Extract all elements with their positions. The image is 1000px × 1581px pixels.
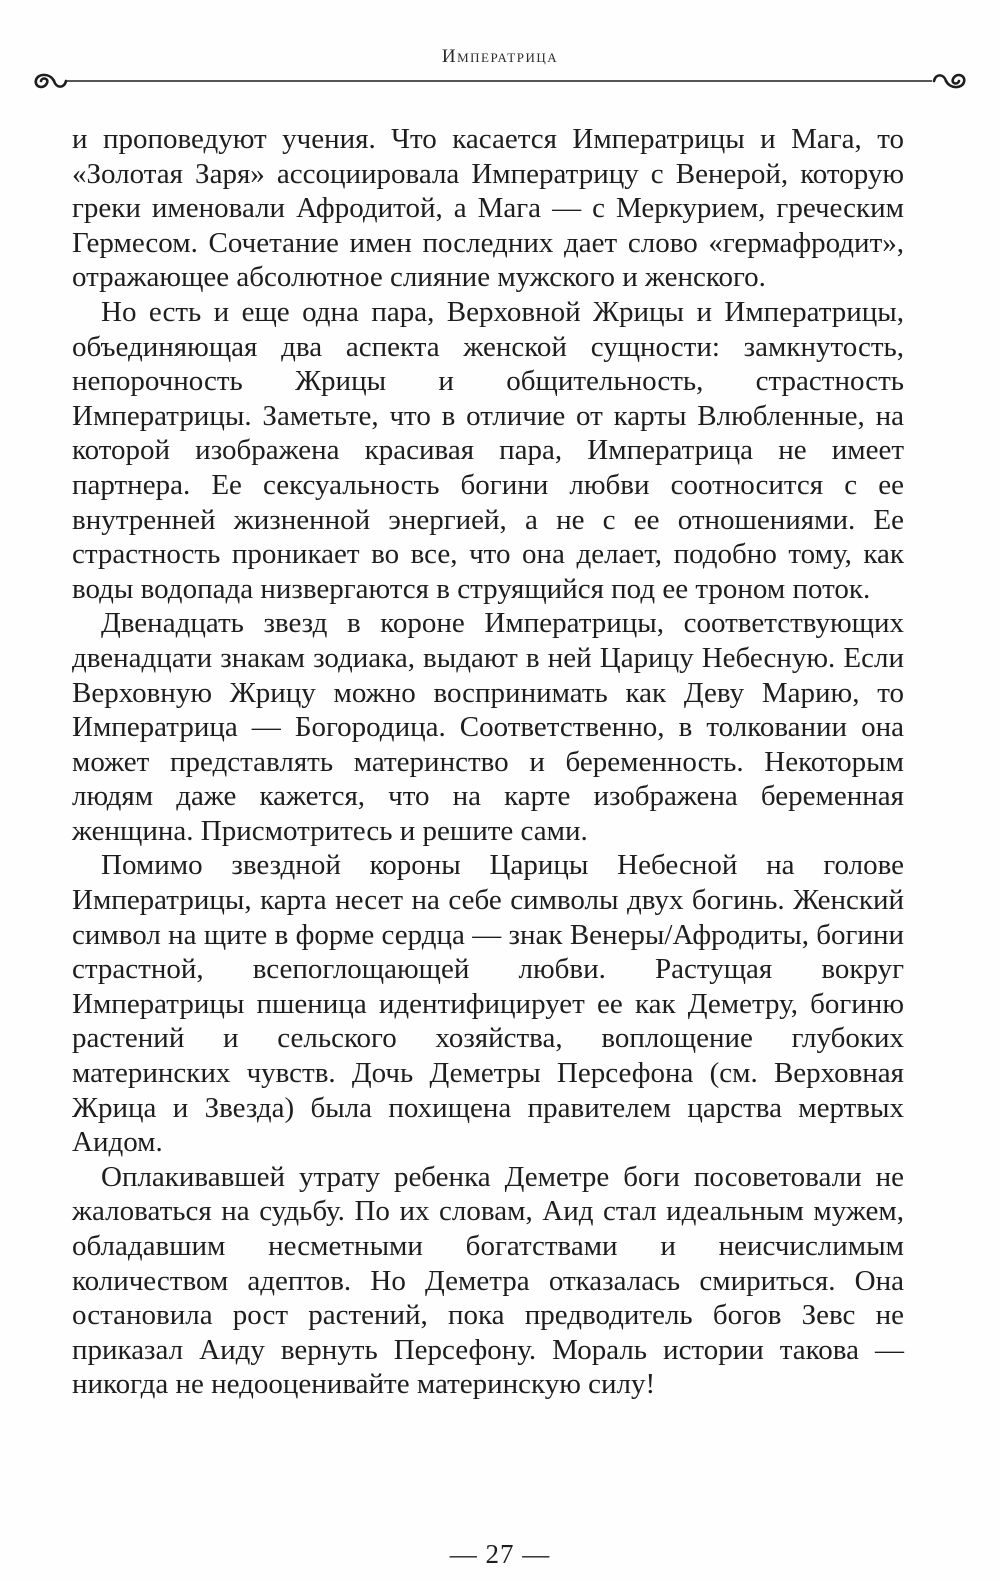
- ornamental-rule: [28, 66, 972, 96]
- paragraph: Помимо звездной короны Царицы Небесной на голове Императрицы, карта несет на себе символы двух богинь. Женский символ на щите в форме сердца — знак Венеры/Афродиты, богини страстной, всепоглощающей любви. Растущая вокруг Императрицы пшеница идентифицирует ее как Деметру, богиню растений и сельского хозяйства, воплощение глубоких материнских чувств. Дочь Деметры Персефона (см. Верховная Жрица и Звезда) была похищена правителем царства мертвых Аидом.: [72, 849, 904, 1159]
- paragraph: Но есть и еще одна пара, Верховной Жрицы и Императрицы, объединяющая два аспекта женской сущности: замкнутость, непорочность Жрицы и общительность, страстность Императрицы. Заметьте, что в отличие от карты Влюбленные, на которой изображена красивая пара, Императрица не имеет партнера. Ее сексуальность богини любви соотносится с ее внутренней жизненной энергией, а не с ее отношениями. Ее страстность проникает во все, что она делает, подобно тому, как воды водопада низвергаются в струящийся под ее троном поток.: [72, 295, 904, 605]
- paragraph: Оплакивавшей утрату ребенка Деметре боги посоветовали не жаловаться на судьбу. По их словам, Аид стал идеальным мужем, обладавшим несметными богатствами и неисчислимым количеством адептов. Но Деметра отказалась смириться. Она остановила рост растений, пока предводитель богов Зевс не приказал Аиду вернуть Персефону. Мораль истории такова — никогда не недооценивайте материнскую силу!: [72, 1160, 904, 1401]
- left-flourish-icon: [36, 75, 66, 87]
- page-number: — 27 —: [449, 1539, 551, 1569]
- right-flourish-icon: [934, 75, 964, 87]
- running-head-title: Императрица: [441, 46, 559, 67]
- paragraph: и проповедуют учения. Что касается Императрицы и Мага, то «Золотая Заря» ассоциировала Императрицу с Венерой, которую греки именовали Афродитой, а Мага — с Меркурием, греческим Гермесом. Сочетание имен последних дает слово «гермафродит», отражающее абсолютное слияние мужского и женского.: [72, 123, 904, 294]
- paragraph: Двенадцать звезд в короне Императрицы, соответствующих двенадцати знакам зодиака, выдают в ней Царицу Небесную. Если Верховную Жрицу можно воспринимать как Деву Марию, то Императрица — Богородица. Соответственно, в толковании она может представлять материнство и беременность. Некоторым людям даже кажется, что на карте изображена беременная женщина. Присмотритесь и решите сами.: [72, 607, 904, 847]
- body-text: [72, 122, 904, 1402]
